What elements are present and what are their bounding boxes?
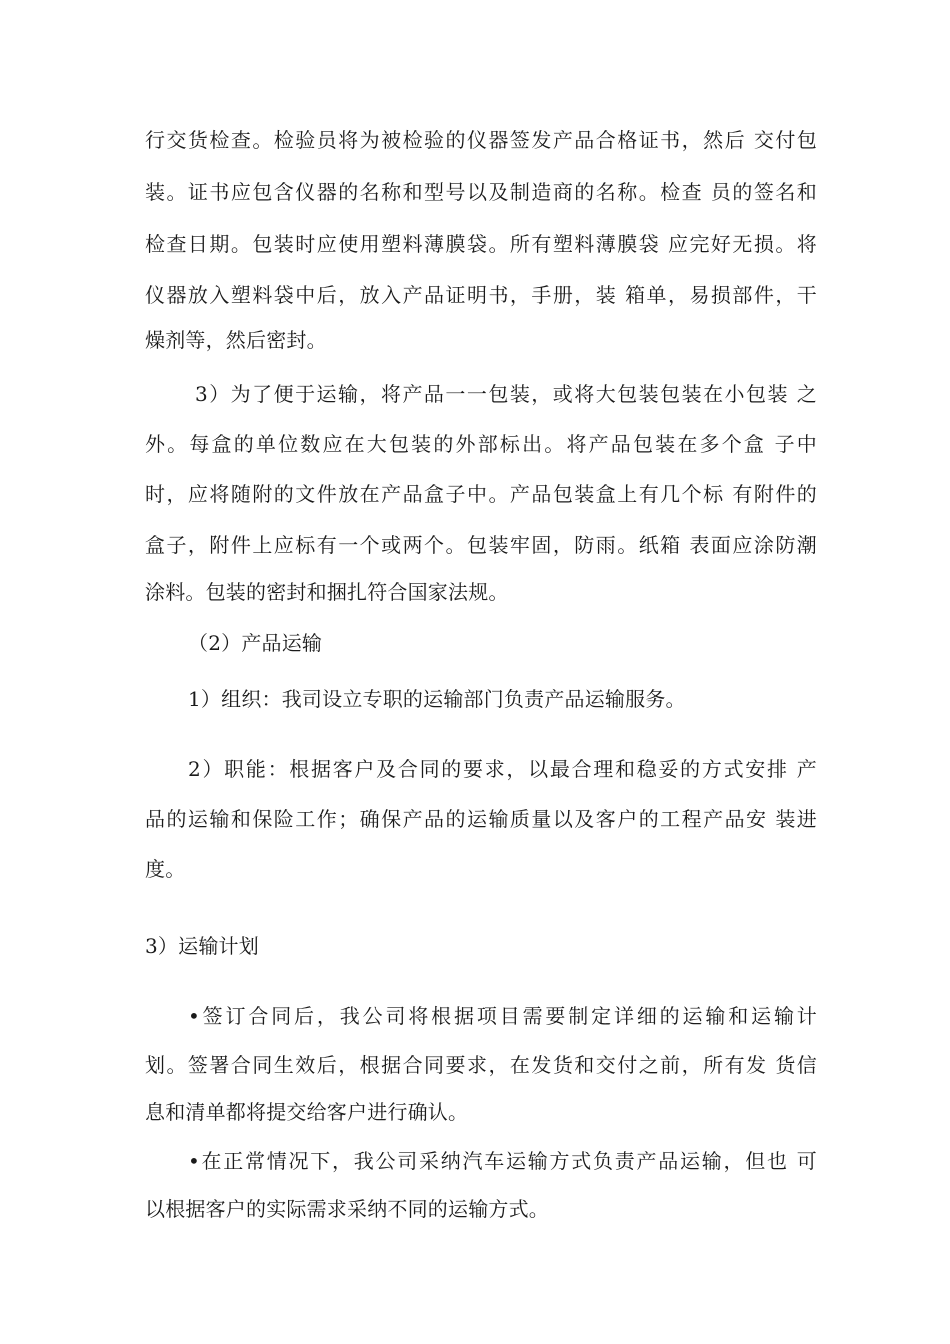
plan-bullet-2-line-1: •在正常情况下，我公司采纳汽车运输方式负责产品运输，但也 可	[188, 1149, 817, 1173]
plan-bullet-2-line-2: 以根据客户的实际需求采纳不同的运输方式。	[145, 1197, 549, 1221]
paragraph-1-line-1: 行交货检查。检验员将为被检验的仪器签发产品合格证书，然后 交付包	[145, 128, 817, 152]
transport-plan-heading: 3）运输计划	[145, 934, 259, 958]
plan-bullet-1-line-2: 划。签署合同生效后，根据合同要求，在发货和交付之前，所有发 货信	[145, 1053, 817, 1077]
paragraph-2-line-1: 3）为了便于运输，将产品一一包装，或将大包装包装在小包装 之	[195, 382, 817, 406]
paragraph-2-line-5: 涂料。包装的密封和捆扎符合国家法规。	[145, 580, 509, 604]
organization-line: 1）组织：我司设立专职的运输部门负责产品运输服务。	[188, 687, 686, 711]
paragraph-1-line-2: 装。证书应包含仪器的名称和型号以及制造商的名称。检查 员的签名和	[145, 180, 817, 204]
plan-bullet-1-line-1: •签订合同后，我公司将根据项目需要制定详细的运输和运输计	[188, 1004, 817, 1028]
function-line-1: 2）职能：根据客户及合同的要求，以最合理和稳妥的方式安排 产	[188, 757, 817, 781]
paragraph-2-line-4: 盒子，附件上应标有一个或两个。包装牢固，防雨。纸箱 表面应涂防潮	[145, 533, 817, 557]
paragraph-2-line-2: 外。每盒的单位数应在大包装的外部标出。将产品包装在多个盒 子中	[145, 432, 817, 456]
function-line-2: 品的运输和保险工作；确保产品的运输质量以及客户的工程产品安 装进	[145, 807, 817, 831]
paragraph-1-line-4: 仪器放入塑料袋中后，放入产品证明书，手册，装 箱单，易损部件，干	[145, 283, 817, 307]
section-heading-product-transport: （2）产品运输	[188, 631, 323, 655]
function-line-3: 度。	[145, 857, 186, 881]
paragraph-1-line-5: 燥剂等，然后密封。	[145, 328, 327, 352]
paragraph-1-line-3: 检查日期。包装时应使用塑料薄膜袋。所有塑料薄膜袋 应完好无损。将	[145, 232, 817, 256]
plan-bullet-1-line-3: 息和清单都将提交给客户进行确认。	[145, 1100, 469, 1124]
paragraph-2-line-3: 时，应将随附的文件放在产品盒子中。产品包装盒上有几个标 有附件的	[145, 482, 817, 506]
